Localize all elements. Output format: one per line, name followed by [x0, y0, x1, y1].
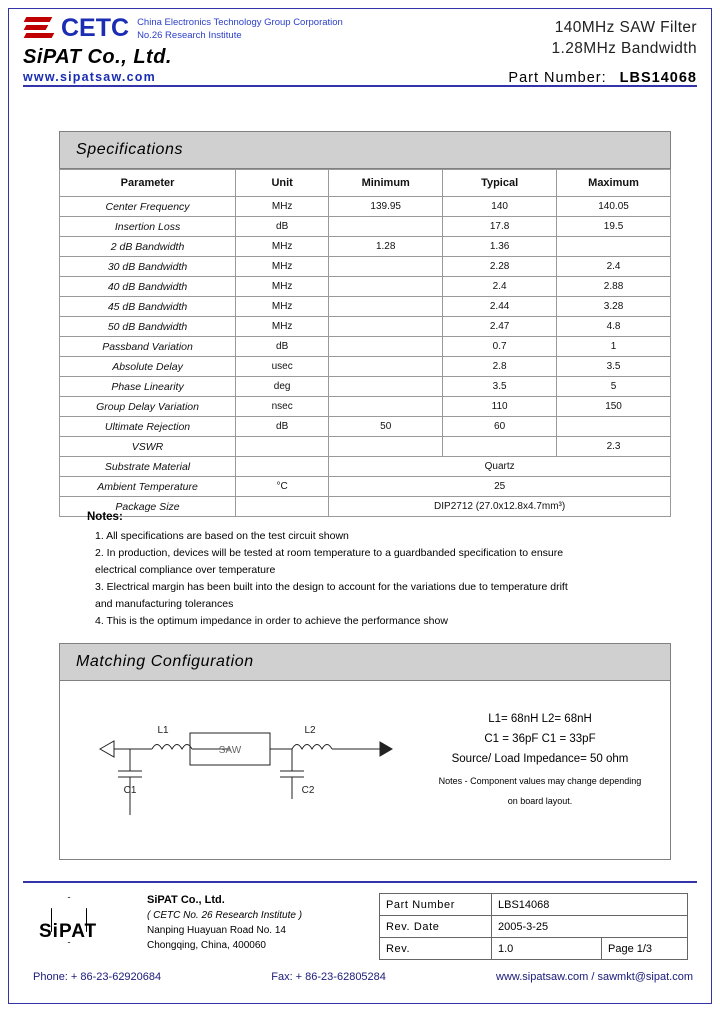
footer-address-line1: Nanping Huayuan Road No. 14: [147, 925, 286, 936]
spec-typ: 2.8: [443, 357, 557, 377]
sipat-footer-logo: [39, 897, 149, 959]
spec-max: 150: [557, 397, 671, 417]
spec-unit: MHz: [236, 297, 329, 317]
spec-typ: 110: [443, 397, 557, 417]
spec-row: [60, 337, 671, 357]
spec-min: [329, 257, 443, 277]
spec-max: [557, 417, 671, 437]
footer-fax: Fax: + 86-23-62805284: [271, 971, 386, 983]
footer-info-row: [380, 938, 688, 960]
spec-unit: MHz: [236, 257, 329, 277]
spec-max: 140.05: [557, 197, 671, 217]
footer-address-block: [147, 893, 377, 953]
spec-unit: MHz: [236, 317, 329, 337]
header-part-number-value: LBS14068: [619, 70, 697, 86]
spec-max: 3.28: [557, 297, 671, 317]
spec-parameter: Phase Linearity: [60, 377, 236, 397]
spec-max: 2.4: [557, 257, 671, 277]
spec-parameter: Ambient Temperature: [60, 477, 236, 497]
spec-unit: MHz: [236, 277, 329, 297]
spec-min: 50: [329, 417, 443, 437]
cetc-company-line1: China Electronics Technology Group Corporation: [137, 17, 343, 28]
spec-header-row: [60, 170, 671, 197]
spec-column-header: Unit: [236, 170, 329, 197]
notes-title: Notes:: [87, 511, 123, 523]
spec-max: [557, 237, 671, 257]
spec-unit: dB: [236, 417, 329, 437]
spec-min: [329, 217, 443, 237]
svg-text:SAW: SAW: [218, 745, 242, 756]
spec-unit: [236, 437, 329, 457]
document-page: [8, 8, 712, 1004]
sipat-footer-wordmark: SiPAT: [39, 921, 98, 942]
spec-parameter: 2 dB Bandwidth: [60, 237, 236, 257]
spec-typ: 1.36: [443, 237, 557, 257]
spec-parameter: Absolute Delay: [60, 357, 236, 377]
header-part-number-label: Part Number:: [508, 70, 607, 86]
note-item: 2. In production, devices will be tested at room temperature to a guardbanded specification to ensure: [95, 547, 564, 559]
spec-row: [60, 457, 671, 477]
spec-min: [329, 377, 443, 397]
specifications-table: [59, 169, 671, 517]
footer-web[interactable]: www.sipatsaw.com / sawmkt@sipat.com: [496, 971, 693, 983]
spec-row: [60, 417, 671, 437]
spec-min: [329, 337, 443, 357]
cetc-company-line2: No.26 Research Institute: [137, 30, 242, 41]
spec-parameter: Package Size: [60, 497, 236, 517]
product-title-line1: 140MHz SAW Filter: [554, 19, 697, 36]
header-left-block: [23, 15, 423, 84]
spec-max: 4.8: [557, 317, 671, 337]
spec-min: [329, 397, 443, 417]
spec-parameter: 40 dB Bandwidth: [60, 277, 236, 297]
sipat-website[interactable]: www.sipatsaw.com: [23, 70, 156, 84]
footer-divider: [23, 881, 697, 883]
cetc-brand-row: [23, 15, 423, 42]
note-item: electrical compliance over temperature: [95, 564, 276, 576]
specifications-title-bar: [59, 131, 671, 169]
spec-unit: MHz: [236, 197, 329, 217]
spec-unit: deg: [236, 377, 329, 397]
spec-max: 19.5: [557, 217, 671, 237]
spec-parameter: Passband Variation: [60, 337, 236, 357]
spec-max: 2.88: [557, 277, 671, 297]
spec-parameter: Insertion Loss: [60, 217, 236, 237]
spec-min: 1.28: [329, 237, 443, 257]
spec-unit: °C: [236, 477, 329, 497]
footer-info-table: [379, 893, 687, 960]
spec-column-header: Minimum: [329, 170, 443, 197]
spec-parameter: Group Delay Variation: [60, 397, 236, 417]
note-item: and manufacturing tolerances: [95, 598, 234, 610]
spec-unit: MHz: [236, 237, 329, 257]
matching-title: Matching Configuration: [76, 653, 254, 670]
spec-min: [329, 357, 443, 377]
footer-page-number: Page 1/3: [602, 938, 688, 960]
spec-row: [60, 237, 671, 257]
footer-field-value: LBS14068: [492, 894, 688, 916]
spec-unit: dB: [236, 217, 329, 237]
matching-circuit-diagram: [70, 689, 420, 849]
spec-min: [329, 297, 443, 317]
spec-row: [60, 397, 671, 417]
spec-typ: 2.44: [443, 297, 557, 317]
footer-company: SiPAT Co., Ltd.: [147, 894, 225, 906]
matching-values-line3: Source/ Load Impedance= 50 ohm: [451, 753, 629, 765]
spec-column-header: Maximum: [557, 170, 671, 197]
notes-section: [87, 511, 667, 630]
matching-note-line2: on board layout.: [507, 796, 573, 806]
spec-row: [60, 297, 671, 317]
spec-parameter: VSWR: [60, 437, 236, 457]
matching-body: [59, 681, 671, 860]
spec-max: 2.3: [557, 437, 671, 457]
spec-row: [60, 317, 671, 337]
header-divider: [23, 85, 697, 87]
spec-typ: 0.7: [443, 337, 557, 357]
cetc-logo-icon: [23, 15, 57, 41]
spec-typ: 140: [443, 197, 557, 217]
spec-unit: usec: [236, 357, 329, 377]
spec-parameter: 50 dB Bandwidth: [60, 317, 236, 337]
footer-field-value: 2005-3-25: [492, 916, 688, 938]
footer-field-value: 1.0: [492, 938, 602, 960]
page-footer: [39, 893, 687, 967]
spec-typ: 17.8: [443, 217, 557, 237]
spec-row: [60, 357, 671, 377]
specifications-section: [59, 131, 671, 517]
spec-max: 5: [557, 377, 671, 397]
spec-value: Quartz: [329, 457, 671, 477]
spec-typ: [443, 437, 557, 457]
cetc-wordmark: CETC: [61, 14, 130, 42]
svg-text:C2: C2: [301, 785, 315, 796]
svg-text:L2: L2: [304, 725, 316, 736]
header-right-block: [508, 17, 697, 86]
sipat-company-name: SiPAT Co., Ltd.: [23, 46, 172, 68]
spec-row: [60, 477, 671, 497]
spec-column-header: Typical: [443, 170, 557, 197]
spec-max: 1: [557, 337, 671, 357]
page-header: [9, 9, 711, 91]
spec-typ: 2.4: [443, 277, 557, 297]
footer-info-row: [380, 894, 688, 916]
svg-text:C1: C1: [123, 785, 137, 796]
footer-address-line2: Chongqing, China, 400060: [147, 940, 266, 951]
note-item: 4. This is the optimum impedance in order to achieve the performance show: [95, 615, 448, 627]
spec-row: [60, 217, 671, 237]
spec-parameter: 30 dB Bandwidth: [60, 257, 236, 277]
spec-typ: 60: [443, 417, 557, 437]
spec-min: [329, 437, 443, 457]
spec-unit: nsec: [236, 397, 329, 417]
footer-contact-row: [33, 971, 693, 983]
spec-unit: [236, 457, 329, 477]
matching-values-line1: L1= 68nH L2= 68nH: [488, 713, 592, 725]
matching-title-bar: [59, 643, 671, 681]
spec-parameter: Substrate Material: [60, 457, 236, 477]
spec-typ: 2.47: [443, 317, 557, 337]
spec-value: 25: [329, 477, 671, 497]
spec-column-header: Parameter: [60, 170, 236, 197]
spec-row: [60, 377, 671, 397]
footer-field-label: Rev. Date: [380, 916, 492, 938]
spec-min: 139.95: [329, 197, 443, 217]
spec-min: [329, 277, 443, 297]
spec-parameter: 45 dB Bandwidth: [60, 297, 236, 317]
cetc-company-text: [137, 15, 343, 42]
spec-parameter: Center Frequency: [60, 197, 236, 217]
matching-configuration-section: [59, 643, 671, 860]
spec-parameter: Ultimate Rejection: [60, 417, 236, 437]
footer-field-label: Part Number: [380, 894, 492, 916]
spec-value: DIP2712 (27.0x12.8x4.7mm³): [329, 497, 671, 517]
spec-typ: 2.28: [443, 257, 557, 277]
svg-text:L1: L1: [157, 725, 169, 736]
header-part-number: [508, 70, 697, 86]
spec-row: [60, 197, 671, 217]
matching-values-line2: C1 = 36pF C1 = 33pF: [484, 733, 596, 745]
note-item: 1. All specifications are based on the test circuit shown: [95, 530, 349, 542]
spec-min: [329, 317, 443, 337]
footer-field-label: Rev.: [380, 938, 492, 960]
note-item: 3. Electrical margin has been built into the design to account for the variations due to temperature drift: [95, 581, 568, 593]
spec-typ: 3.5: [443, 377, 557, 397]
spec-row: [60, 277, 671, 297]
matching-note-line1: Notes - Component values may change depending: [438, 776, 642, 786]
matching-values-text: [420, 709, 660, 809]
spec-unit: dB: [236, 337, 329, 357]
spec-row: [60, 257, 671, 277]
product-title-line2: 1.28MHz Bandwidth: [551, 40, 697, 57]
spec-row: [60, 437, 671, 457]
spec-max: 3.5: [557, 357, 671, 377]
specifications-title: Specifications: [76, 141, 184, 158]
footer-info-row: [380, 916, 688, 938]
footer-phone: Phone: + 86-23-62920684: [33, 971, 162, 983]
footer-company-sub: ( CETC No. 26 Research Institute ): [147, 910, 303, 921]
